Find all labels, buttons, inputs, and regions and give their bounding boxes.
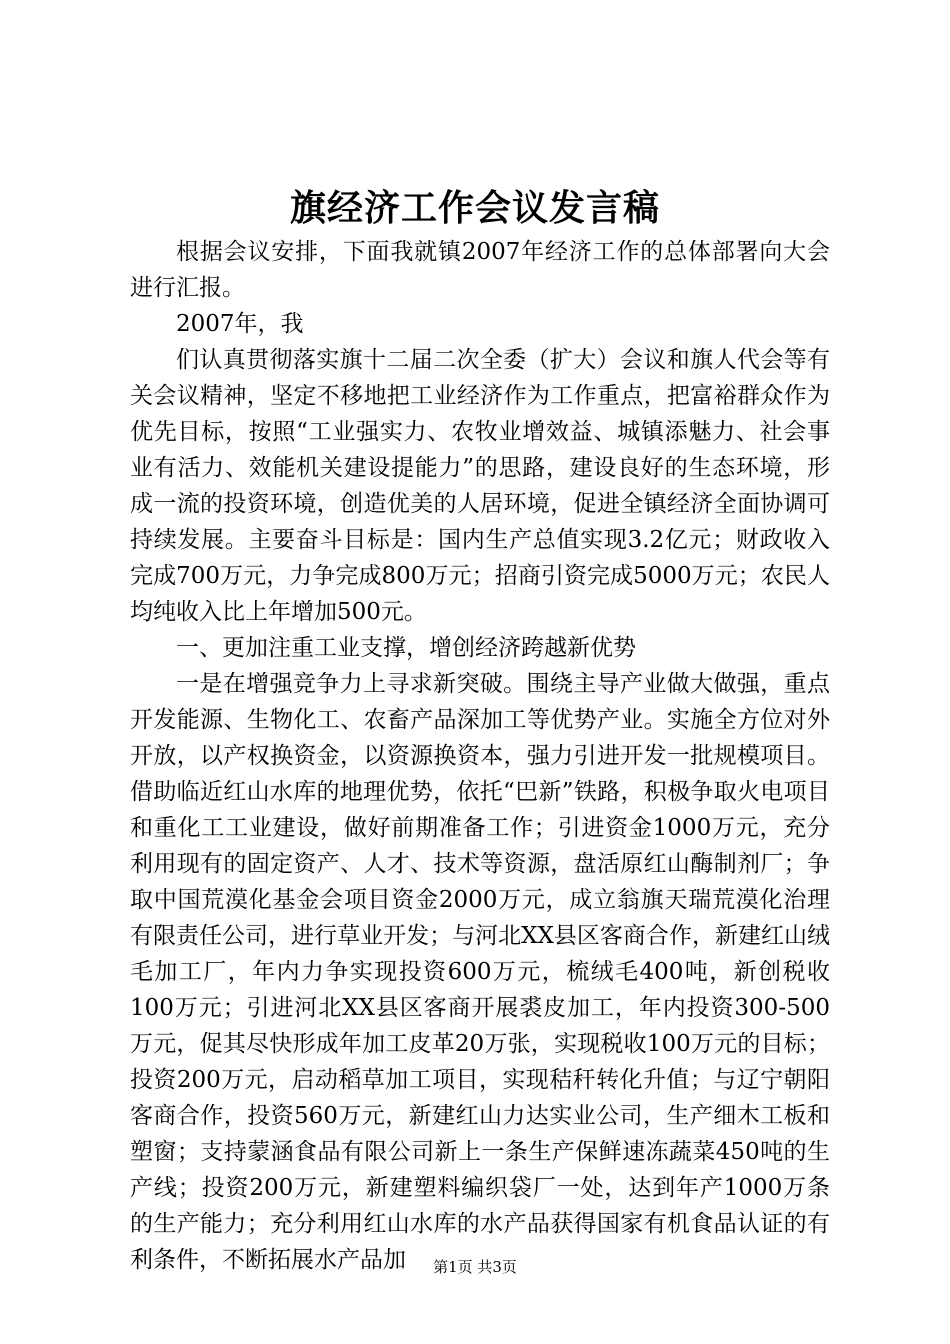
paragraph-section-1-detail: 一是在增强竞争力上寻求新突破。围绕主导产业做大做强，重点开发能源、生物化工、农畜产品深加工等优势产业。实施全方位对外开放，以产权换资金，以资源换资本，强力引进开发一批规模项目。借助临近红山水库的地理优势，依托“巴新”铁路，积极争取火电项目和重化工工业建设，做好前期准备工作；引进资金1000万元，充分利用现有的固定资产、人才、技术等资源，盘活原红山酶制剂厂；争取中国荒漠化基金会项目资金2000万元，成立翁旗天瑞荒漠化治理有限责任公司，进行草业开发；与河北XX县区客商合作，新建红山绒毛加工厂，年内力争实现投资600万元，梳绒毛400吨，新创税收100万元；引进河北XX县区客商开展裘皮加工，年内投资300-500万元，促其尽快形成年加工皮革20万张，实现税收100万元的目标；投资200万元，启动稻草加工项目，实现秸秆转化升值；与辽宁朝阳客商合作，投资560万元，新建红山力达实业公司，生产细木工板和塑窗；支持蒙涵食品有限公司新上一条生产保鲜速冻蔬菜450吨的生产线；投资200万元，新建塑料编织袋厂一处，达到年产1000万条的生产能力；充分利用红山水库的水产品获得国家有机食品认证的有利条件，不断拓展水产品加 [130, 671, 830, 1273]
section-heading-1: 一、更加注重工业支撑，增创经济跨越新优势 [176, 635, 636, 661]
paragraph-year-start: 2007年，我 [176, 311, 304, 337]
page-footer: 第1页 共3页 [433, 1258, 517, 1276]
document-title: 旗经济工作会议发言稿 [289, 187, 660, 229]
paragraph-intro: 根据会议安排，下面我就镇2007年经济工作的总体部署向大会进行汇报。 [130, 239, 830, 301]
paragraph-goals: 们认真贯彻落实旗十二届二次全委（扩大）会议和旗人代会等有关会议精神，坚定不移地把工业经济作为工作重点，把富裕群众作为优先目标，按照“工业强实力、农牧业增效益、城镇添魅力、社会事业有活力、效能机关建设提能力”的思路，建设良好的生态环境，形成一流的投资环境，创造优美的人居环境，促进全镇经济全面协调可持续发展。主要奋斗目标是：国内生产总值实现3.2亿元；财政收入完成700万元，力争完成800万元；招商引资完成5000万元；农民人均纯收入比上年增加500元。 [130, 347, 830, 625]
document-body [130, 234, 830, 1278]
